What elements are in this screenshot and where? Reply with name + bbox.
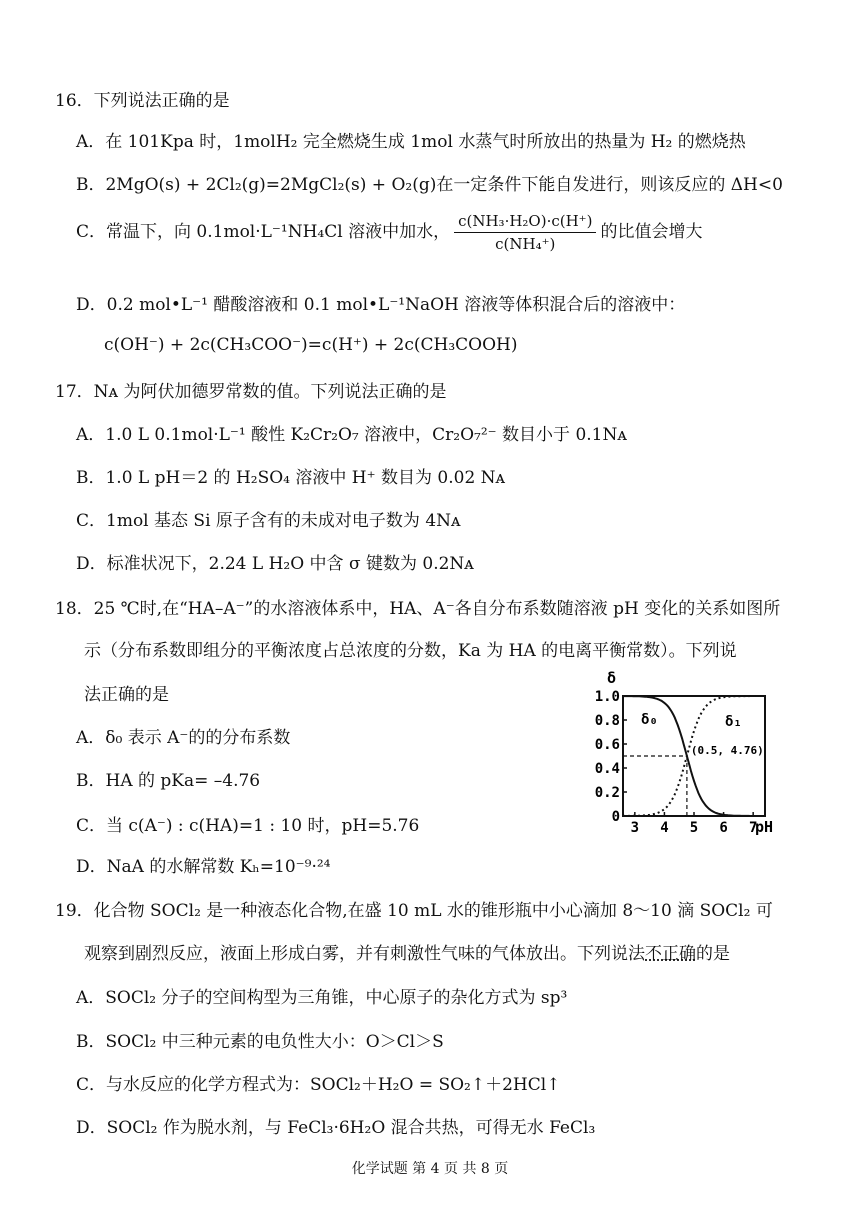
q17-option-d: D．标准状况下，2.24 L H₂O 中含 σ 键数为 0.2Nᴀ bbox=[76, 554, 474, 574]
ratio-fraction bbox=[454, 212, 596, 253]
q16-option-d: D．0.2 mol•L⁻¹ 醋酸溶液和 0.1 mol•L⁻¹NaOH 溶液等体积混合后的溶液中： bbox=[76, 295, 686, 315]
q18-stem-line3: 法正确的是 bbox=[84, 685, 169, 705]
q18-stem-line1: 18．25 ℃时,在“HA–A⁻”的水溶液体系中，HA、A⁻各自分布系数随溶液 pH 变化的关系如图所 bbox=[55, 599, 781, 619]
q16-option-c-tail: 的比值会增大 bbox=[600, 222, 703, 242]
q19-option-a: A．SOCl₂ 分子的空间构型为三角锥，中心原子的杂化方式为 sp³ bbox=[76, 988, 568, 1008]
fraction-denominator: c(NH₄⁺) bbox=[495, 235, 556, 253]
x-tick-label: 4 bbox=[660, 820, 669, 836]
q16-option-d-equation: c(OH⁻) + 2c(CH₃COO⁻)=c(H⁺) + 2c(CH₃COOH) bbox=[104, 335, 518, 355]
q19-stem-text: 观察到剧烈反应，液面上形成白雾，并有刺激性气味的气体放出。下列说法 bbox=[84, 944, 645, 964]
series-delta0-label: δ₀ bbox=[641, 712, 658, 728]
distribution-chart bbox=[585, 668, 785, 838]
q19-option-d: D．SOCl₂ 作为脱水剂，与 FeCl₃·6H₂O 混合共热，可得无水 FeCl₃ bbox=[76, 1118, 596, 1138]
fraction-numerator: c(NH₃·H₂O)·c(H⁺) bbox=[454, 212, 596, 233]
x-axis-label: pH bbox=[755, 818, 774, 836]
q19-option-c: C．与水反应的化学方程式为：SOCl₂＋H₂O = SO₂↑＋2HCl↑ bbox=[76, 1075, 561, 1095]
q19-stem-tail: 的是 bbox=[696, 944, 730, 964]
plot-area bbox=[595, 689, 765, 836]
q16-option-a: A．在 101Kpa 时，1molH₂ 完全燃烧生成 1mol 水蒸气时所放出的热量为 H₂ 的燃烧热 bbox=[76, 132, 746, 152]
annotation-label: (0.5, 4.76) bbox=[690, 744, 764, 757]
q18-option-b: B．HA 的 pKa= –4.76 bbox=[76, 771, 261, 791]
q17-option-b: B．1.0 L pH＝2 的 H₂SO₄ 溶液中 H⁺ 数目为 0.02 Nᴀ bbox=[76, 468, 506, 488]
y-tick-label: 0.2 bbox=[594, 785, 620, 801]
q19-stem-line2 bbox=[84, 939, 730, 964]
emphasis-text: 不正确 bbox=[645, 944, 696, 964]
y-tick-label: 0.8 bbox=[594, 713, 620, 729]
q17-option-c: C．1mol 基态 Si 原子含有的未成对电子数为 4Nᴀ bbox=[76, 511, 461, 531]
q18-option-d: D．NaA 的水解常数 Kₕ=10⁻⁹·²⁴ bbox=[76, 857, 331, 877]
x-tick-label: 6 bbox=[719, 820, 728, 836]
q17-option-a: A．1.0 L 0.1mol·L⁻¹ 酸性 K₂Cr₂O₇ 溶液中，Cr₂O₇²⁻ 数目小于 0.1Nᴀ bbox=[76, 425, 627, 445]
x-tick-label: 5 bbox=[689, 820, 699, 836]
q17-stem: 17．Nᴀ 为阿伏加德罗常数的值。下列说法正确的是 bbox=[55, 382, 447, 402]
y-tick-label: 0.6 bbox=[594, 737, 620, 753]
x-tick-label: 7 bbox=[748, 820, 758, 836]
y-axis-label: δ bbox=[607, 669, 617, 687]
y-tick-label: 1.0 bbox=[594, 689, 620, 705]
q18-option-a: A．δ₀ 表示 A⁻的的分布系数 bbox=[76, 728, 291, 748]
q19-stem-line1: 19．化合物 SOCl₂ 是一种液态化合物,在盛 10 mL 水的锥形瓶中小心滴加 8～10 滴 SOCl₂ 可 bbox=[55, 901, 773, 921]
y-tick-label: 0 bbox=[611, 809, 620, 825]
q16-option-c-text: C．常温下，向 0.1mol·L⁻¹NH₄Cl 溶液中加水， bbox=[76, 222, 451, 242]
page-footer: 化学试题 第 4 页 共 8 页 bbox=[351, 1161, 509, 1177]
q19-option-b: B．SOCl₂ 中三种元素的电负性大小：O＞Cl＞S bbox=[76, 1032, 444, 1052]
q18-option-c: C．当 c(A⁻) : c(HA)=1 : 10 时，pH=5.76 bbox=[76, 816, 420, 836]
y-tick-label: 0.4 bbox=[594, 761, 620, 777]
q16-stem: 16．下列说法正确的是 bbox=[55, 91, 230, 111]
q16-option-b: B．2MgO(s) + 2Cl₂(g)=2MgCl₂(s) + O₂(g)在一定条件下能自发进行，则该反应的 ΔH<0 bbox=[76, 175, 783, 195]
series-delta1-label: δ₁ bbox=[725, 714, 742, 730]
q16-option-c bbox=[76, 212, 702, 253]
x-tick-label: 3 bbox=[630, 820, 640, 836]
q18-stem-line2: 示（分布系数即组分的平衡浓度占总浓度的分数，Ka 为 HA 的电离平衡常数）。下列说 bbox=[84, 641, 737, 661]
